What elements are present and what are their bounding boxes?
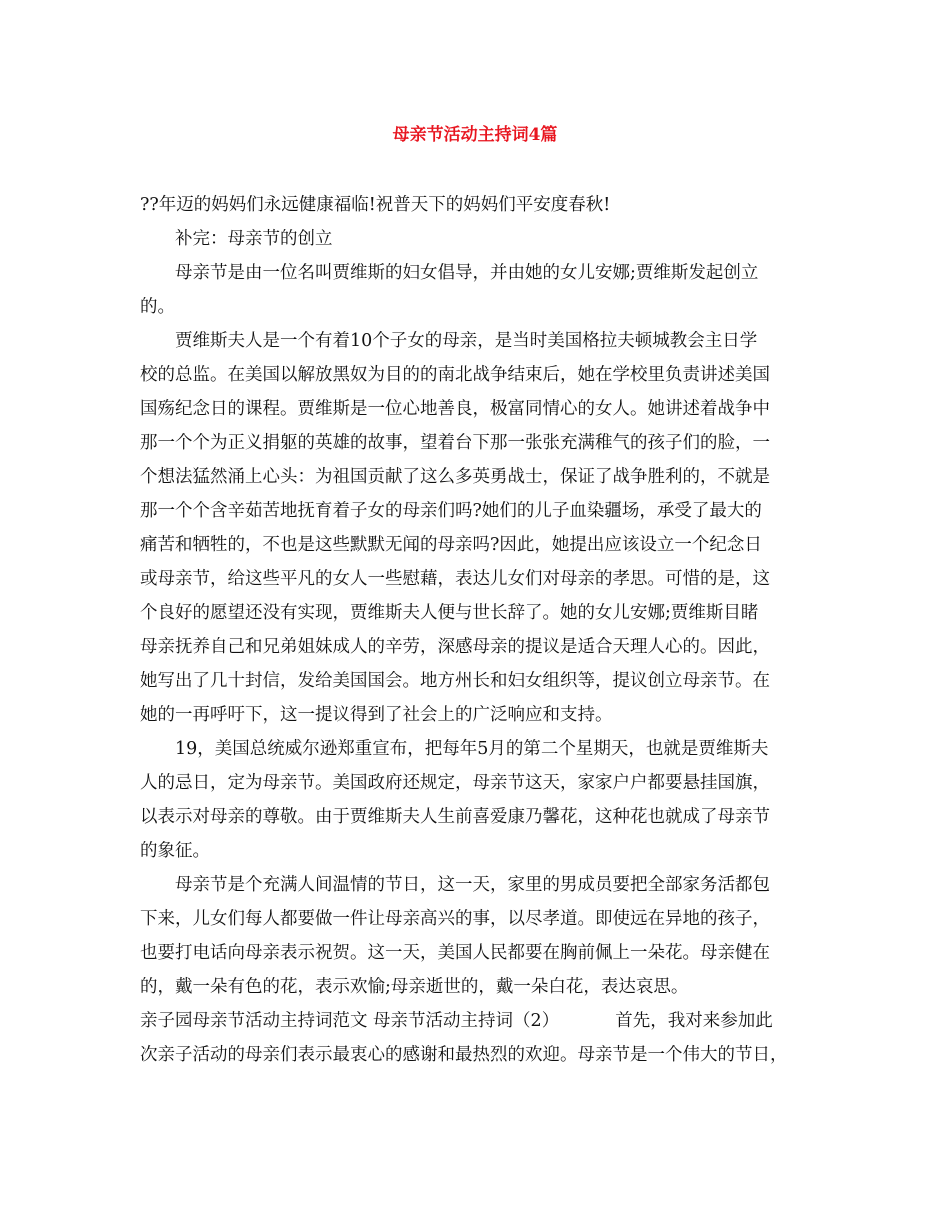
text-line: 她的一再呼吁下，这一提议得到了社会上的广泛响应和支持。 [140,705,613,725]
text-line: 以表示对母亲的尊敬。由于贾维斯夫人生前喜爱康乃馨花，这种花也就成了母亲节 [140,807,770,827]
text-line: 19，美国总统威尔逊郑重宣布，把每年5月的第二个星期天，也就是贾维斯夫 [175,739,769,759]
text-line: 的，戴一朵有色的花，表示欢愉;母亲逝世的，戴一朵白花，表达哀思。 [140,977,689,997]
text-line: 人的忌日，定为母亲节。美国政府还规定，母亲节这天，家家户户都要悬挂国旗， [140,773,770,793]
inline-text: 首先，我对来参加此 [615,1011,773,1031]
text-line [140,1004,825,1038]
section-heading: 补完：母亲节的创立 [175,229,333,249]
text-line: 的。 [140,297,175,317]
text-line: 校的总监。在美国以解放黑奴为目的的南北战争结束后，她在学校里负责讲述美国 [140,365,770,385]
document-body [140,188,825,1072]
text-line: 那一个个为正义捐躯的英雄的故事，望着台下那一张张充满稚气的孩子们的脸，一 [140,433,770,453]
text-line: 痛苦和牺牲的，不也是这些默默无闻的母亲吗?因此，她提出应该设立一个纪念日 [140,535,762,555]
text-line: 国殇纪念日的课程。贾维斯是一位心地善良，极富同情心的女人。她讲述着战争中 [140,399,770,419]
text-line: 母亲节是个充满人间温情的节日，这一天，家里的男成员要把全部家务活都包 [175,875,770,895]
text-line: 母亲节是由一位名叫贾维斯的妇女倡导，并由她的女儿安娜;贾维斯发起创立 [175,263,759,283]
text-line: 贾维斯夫人是一个有着10个子女的母亲，是当时美国格拉夫顿城教会主日学 [175,331,758,351]
text-line: 母亲抚养自己和兄弟姐妹成人的辛劳，深感母亲的提议是适合天理人心的。因此， [140,637,770,657]
document-title: 母亲节活动主持词4篇 [392,125,558,145]
subheading-text: 亲子园母亲节活动主持词范文 母亲节活动主持词（2） [140,1011,560,1031]
text-line: ??年迈的妈妈们永远健康福临!祝普天下的妈妈们平安度春秋! [140,195,611,215]
text-line: 她写出了几十封信，发给美国国会。地方州长和妇女组织等，提议创立母亲节。在 [140,671,770,691]
text-line: 那一个个含辛茹苦地抚育着子女的母亲们吗?她们的儿子血染疆场，承受了最大的 [140,501,762,521]
text-line: 或母亲节，给这些平凡的女人一些慰藉，表达儿女们对母亲的孝思。可惜的是，这 [140,569,770,589]
text-line: 的象征。 [140,841,210,861]
text-line: 个良好的愿望还没有实现，贾维斯夫人便与世长辞了。她的女儿安娜;贾维斯目睹 [140,603,759,623]
text-line: 也要打电话向母亲表示祝贺。这一天，美国人民都要在胸前佩上一朵花。母亲健在 [140,943,770,963]
text-line: 下来，儿女们每人都要做一件让母亲高兴的事，以尽孝道。即使远在异地的孩子， [140,909,770,929]
text-line: 个想法猛然涌上心头：为祖国贡献了这么多英勇战士，保证了战争胜利的，不就是 [140,467,770,487]
text-line: 次亲子活动的母亲们表示最衷心的感谢和最热烈的欢迎。母亲节是一个伟大的节日， [140,1045,788,1065]
